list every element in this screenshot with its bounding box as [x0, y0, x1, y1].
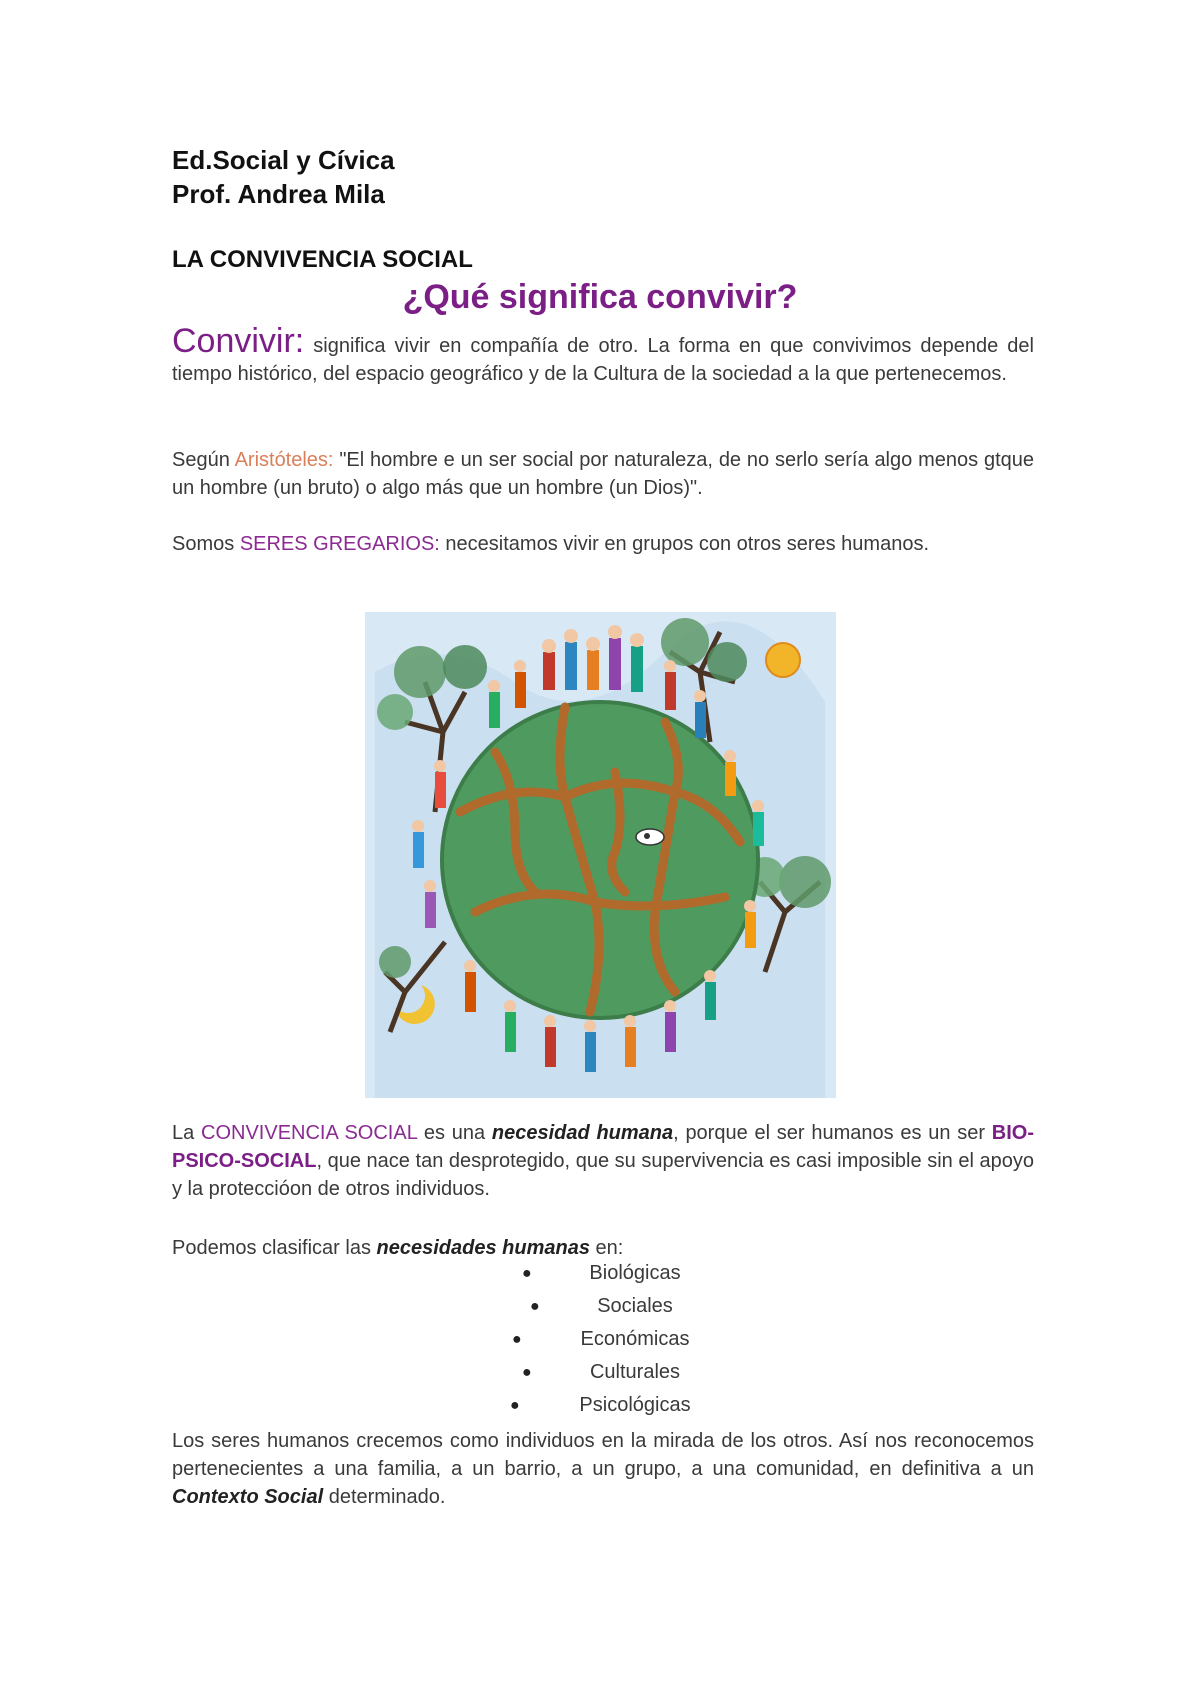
needs-list [0, 1257, 1200, 1422]
social-context-paragraph [172, 1427, 1034, 1511]
social-context-emphasis: Contexto Social [172, 1486, 324, 1508]
definition-text: significa vivir en compañía de otro. La forma en que convivimos depende del tiempo histórico, del espacio geográfico y de la Cultura de la sociedad a la que pertenecemos. [172, 335, 1034, 385]
definition-term: Convivir: [172, 322, 305, 360]
bio-psico-social-term: BIO-PSICO-SOCIAL [172, 1122, 1035, 1172]
coexistence-mid1: es una [417, 1122, 492, 1144]
coexistence-term: CONVIVENCIA SOCIAL [201, 1122, 418, 1144]
bullet-icon: ● [512, 1331, 522, 1348]
bullet-icon: ● [530, 1298, 540, 1315]
gregarious-intro: Somos [172, 533, 240, 555]
bullet-icon: ● [522, 1364, 532, 1381]
coexistence-intro: La [172, 1122, 202, 1144]
coexistence-mid2: , porque el ser humanos es un ser [673, 1122, 992, 1144]
aristotle-author: Aristóteles: [234, 449, 334, 471]
needs-emphasis: necesidades humanas [376, 1237, 590, 1259]
coexistence-paragraph [172, 1119, 1034, 1203]
bullet-icon: ● [522, 1265, 532, 1282]
aristotle-quote: "El hombre e un ser social por naturaleza, de no serlo sería algo menos gtque un hombre (un bruto) o algo más que un hombre (un Dios)". [172, 449, 1034, 499]
list-item: ● Económicas [0, 1323, 1200, 1356]
professor-name: Prof. Andrea Mila [172, 179, 385, 209]
aristotle-paragraph [172, 446, 1034, 502]
globe-people-illustration [365, 612, 836, 1098]
cow-figure [636, 829, 664, 845]
list-item: ● Sociales [0, 1290, 1200, 1323]
bullet-icon: ● [510, 1397, 520, 1414]
coexistence-emphasis: necesidad humana [491, 1122, 674, 1144]
social-context-post: determinado. [323, 1486, 446, 1508]
gregarious-paragraph [172, 530, 1034, 558]
aristotle-intro: Según [172, 449, 235, 471]
list-item: ● Culturales [0, 1356, 1200, 1389]
needs-post: en: [589, 1237, 624, 1259]
list-item: ● Psicológicas [0, 1389, 1200, 1422]
list-item: ● Biológicas [0, 1257, 1200, 1290]
main-question: ¿Qué significa convivir? [402, 278, 798, 316]
social-context-intro: Los seres humanos crecemos como individuos en la mirada de los otros. Así nos reconocemos pertenecientes a una familia, a un barrio, a un grupo, a una comunidad, en definitiva a un [172, 1430, 1034, 1480]
coexistence-post: , que nace tan desprotegido, que su supervivencia es casi imposible sin el apoyo y la proteccióon de otros individuos. [172, 1150, 1034, 1200]
gregarious-term: SERES GREGARIOS: [239, 533, 440, 555]
definition-paragraph [172, 322, 1034, 388]
section-title: LA CONVIVENCIA SOCIAL [172, 246, 473, 273]
sun-icon [766, 643, 800, 677]
needs-intro: Podemos clasificar las [172, 1237, 377, 1259]
course-title: Ed.Social y Cívica [172, 145, 395, 175]
gregarious-text: necesitamos vivir en grupos con otros seres humanos. [439, 533, 929, 555]
